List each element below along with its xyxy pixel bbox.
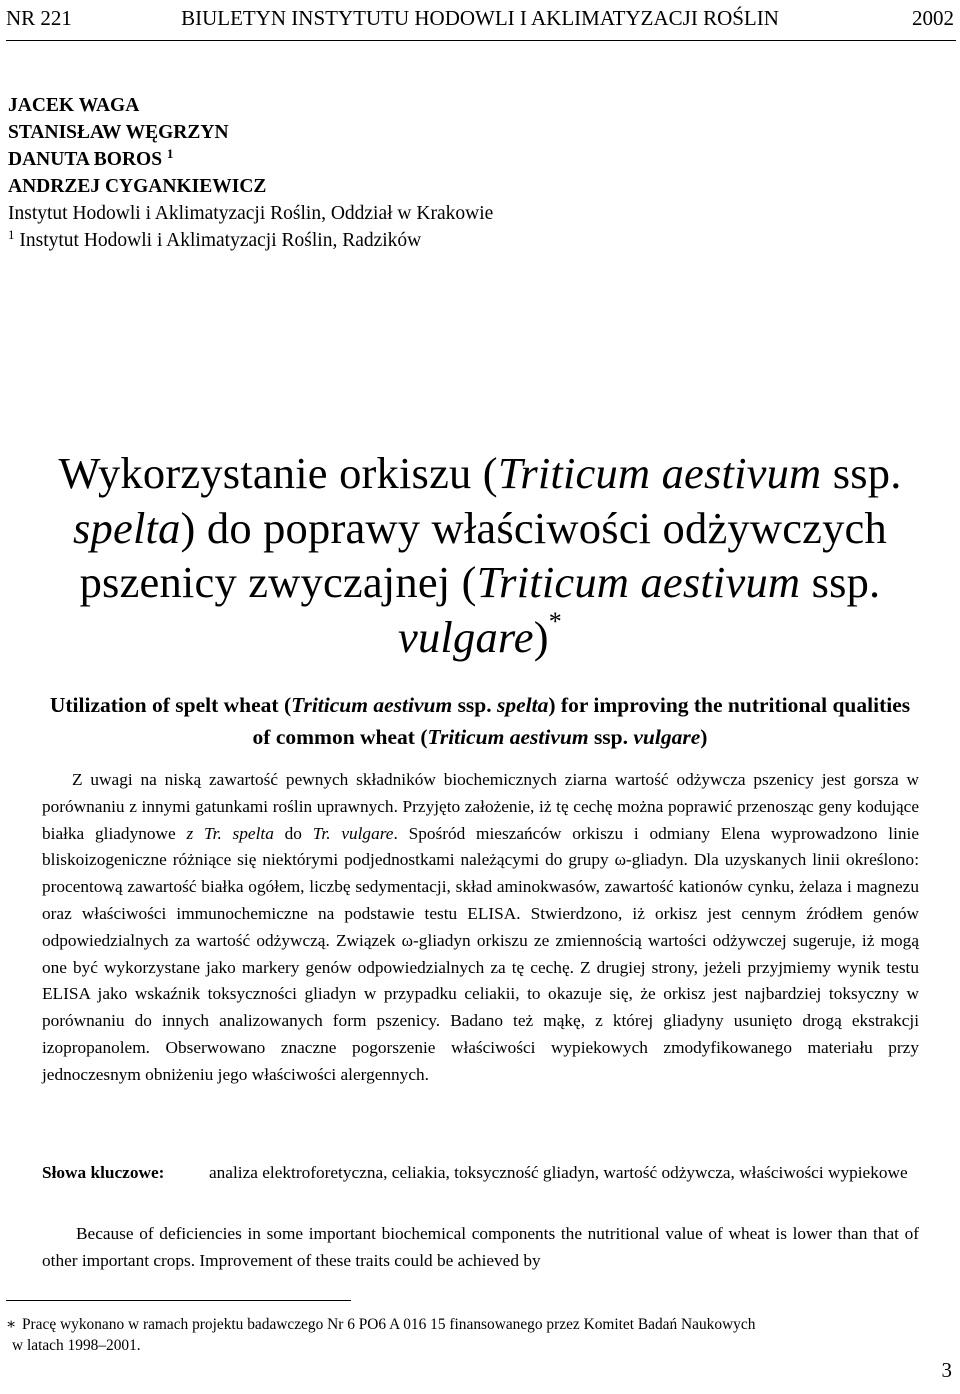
issue-number: NR 221: [6, 6, 72, 30]
keywords-label: Słowa kluczowe:: [42, 1163, 165, 1182]
footnote-mark: ∗: [6, 1316, 17, 1333]
author-name: STANISŁAW WĘGRZYN: [8, 122, 229, 143]
title-footnote-mark: *: [548, 606, 562, 636]
affiliation-mark: 1: [8, 227, 15, 242]
author-name: DANUTA BOROS $^1$: [8, 146, 174, 170]
body-paragraph: Because of deficiencies in some important biochemical components the nutritional value of wheat is lower than that of other important crops. Improvement of these traits could be achieved by: [42, 1224, 919, 1270]
publication-year: 2002: [912, 6, 954, 30]
author-block: [8, 92, 908, 254]
footnote-text: Pracę wykonano w ramach projektu badawczego Nr 6 PO6 A 016 15 finansowanego przez Komitet Badań Naukowych: [22, 1316, 756, 1333]
affiliation: Instytut Hodowli i Aklimatyzacji Roślin, Oddział w Krakowie: [8, 203, 494, 224]
footnote-rule: [6, 1300, 351, 1301]
footnote-text-continued: w latach 1998–2001.: [12, 1337, 141, 1354]
running-header: [6, 6, 954, 36]
author-name: ANDRZEJ CYGANKIEWICZ: [8, 176, 267, 197]
affiliation: $^1$ Instytut Hodowli i Aklimatyzacji Roślin, Radzików: [8, 227, 422, 251]
article-title-english: Utilization of spelt wheat (Triticum aestivum ssp. spelta) for improving the nutritional qualities of common wheat (Triticum aestivum ssp. vulgare): [49, 693, 911, 749]
footnote: [6, 1314, 956, 1356]
author-name: JACEK WAGA: [8, 95, 140, 116]
journal-name: BIULETYN INSTYTUTU HODOWLI I AKLIMATYZACJI ROŚLIN: [181, 6, 779, 30]
affiliation-mark: 1: [166, 146, 174, 161]
keywords-list: analiza elektroforetyczna, celiakia, toksyczność gliadyn, wartość odżywcza, właściwości wypiekowe: [209, 1163, 908, 1182]
abstract-paragraph: Z uwagi na niską zawartość pewnych składników biochemicznych ziarna wartość odżywcza pszenicy jest gorsza w porównaniu z innymi gatunkami roślin uprawnych. Przyjęto założenie, iż tę cechę można poprawić przenosząc geny kodujące białka gliadynowe z Tr. spelta do Tr. vulgare. Spośród mieszańców orkiszu i odmiany Elena wyprowadzono linie bliskoizogeniczne różniące się niektórymi podjednostkami należącymi do grupy ω-gliadyn. Dla uzyskanych linii określono: procentową zawartość białka ogółem, liczbę sedymentacji, skład aminokwasów, zawartość kationów cynku, żelaza i magnezu oraz właściwości immunochemiczne na podstawie testu ELISA. Stwierdzono, iż orkisz jest cennym źródłem genów odpowiedzialnych za wartość odżywczą. Związek ω-gliadyn orkiszu ze zmiennością wartości odżywczej sugeruje, iż mogą one być wykorzystane jako markery genów odpowiedzialnych za tę cechę. Z drugiej strony, jeżeli przyjmiemy wynik testu ELISA jako wskaźnik toksyczności gliadyn w przypadku celiakii, to okazuje się, że orkisz jest najbardziej toksyczny w porównaniu do innych analizowanych form pszenicy. Badano też mąkę, z której gliadyny usunięto drogą ekstrakcji izopropanolem. Obserwowano znaczne pogorszenie właściwości wypiekowych zmodyfikowanego materiału przy jednoczesnym obniżeniu jego właściwości alergennych.: [42, 770, 919, 1084]
body-text-english: [42, 1220, 919, 1274]
header-rule: [6, 40, 956, 41]
abstract-polish: [42, 767, 919, 1089]
article-title-polish: Wykorzystanie orkiszu (Triticum aestivum ssp. spelta) do poprawy właściwości odżywczych pszenicy zwyczajnej (Triticum aestivum ssp. vulgare)*: [58, 448, 902, 662]
page-number: 3: [941, 1358, 952, 1382]
